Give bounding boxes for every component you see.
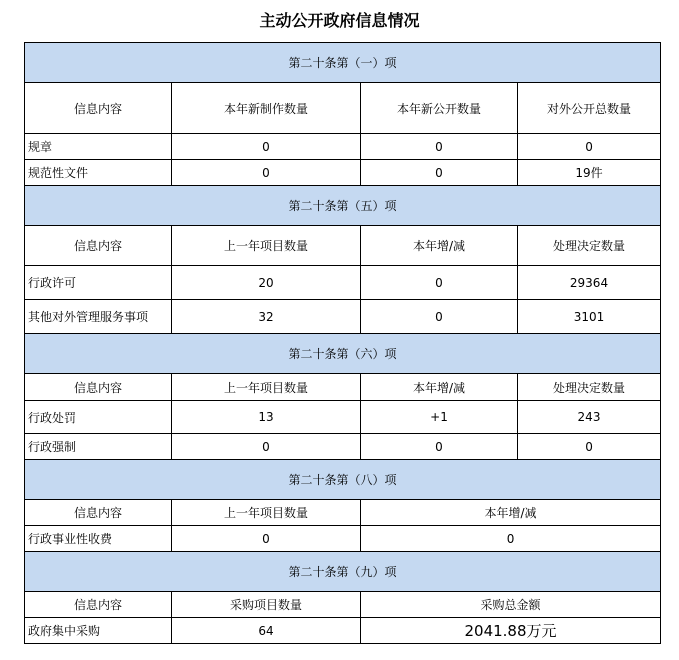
section-heading-row	[25, 186, 661, 226]
table-row	[25, 266, 661, 300]
table-cell: 0	[361, 300, 518, 334]
table-cell: 20	[172, 266, 361, 300]
header-row	[25, 592, 661, 618]
section-heading: 第二十条第（五）项	[25, 186, 661, 226]
table-row	[25, 434, 661, 460]
section-heading: 第二十条第（六）项	[25, 334, 661, 374]
column-header: 对外公开总数量	[518, 83, 661, 134]
column-header: 本年增/减	[361, 226, 518, 266]
table-row	[25, 300, 661, 334]
table-cell: 0	[172, 134, 361, 160]
table-cell: +1	[361, 401, 518, 434]
column-header: 信息内容	[25, 226, 172, 266]
table-cell: 0	[361, 266, 518, 300]
row-label: 行政处罚	[25, 401, 172, 434]
row-label: 规章	[25, 134, 172, 160]
table-cell: 0	[172, 526, 361, 552]
column-header: 本年新制作数量	[172, 83, 361, 134]
table-cell: 64	[172, 618, 361, 644]
table-cell: 0	[172, 160, 361, 186]
column-header: 本年增/减	[361, 500, 661, 526]
table-cell: 0	[172, 434, 361, 460]
column-header: 采购项目数量	[172, 592, 361, 618]
table-row	[25, 526, 661, 552]
section-heading-row	[25, 552, 661, 592]
column-header: 上一年项目数量	[172, 226, 361, 266]
header-row	[25, 500, 661, 526]
row-label: 行政许可	[25, 266, 172, 300]
table-row	[25, 401, 661, 434]
table-row	[25, 160, 661, 186]
section-heading: 第二十条第（九）项	[25, 552, 661, 592]
table-cell: 3101	[518, 300, 661, 334]
column-header: 处理决定数量	[518, 226, 661, 266]
row-label: 其他对外管理服务事项	[25, 300, 172, 334]
table-cell: 0	[518, 134, 661, 160]
row-label: 行政事业性收费	[25, 526, 172, 552]
table-cell: 13	[172, 401, 361, 434]
header-row	[25, 374, 661, 401]
table-cell: 32	[172, 300, 361, 334]
column-header: 信息内容	[25, 374, 172, 401]
table-cell: 19件	[518, 160, 661, 186]
table-cell: 243	[518, 401, 661, 434]
row-label: 政府集中采购	[25, 618, 172, 644]
section-heading: 第二十条第（一）项	[25, 43, 661, 83]
column-header: 信息内容	[25, 83, 172, 134]
column-header: 处理决定数量	[518, 374, 661, 401]
table-row	[25, 618, 661, 644]
column-header: 本年新公开数量	[361, 83, 518, 134]
column-header: 信息内容	[25, 592, 172, 618]
column-header: 上一年项目数量	[172, 374, 361, 401]
table-cell: 2041.88万元	[361, 618, 661, 644]
table-cell: 0	[361, 526, 661, 552]
section-heading-row	[25, 460, 661, 500]
header-row	[25, 83, 661, 134]
table-row	[25, 134, 661, 160]
section-heading-row	[25, 334, 661, 374]
column-header: 采购总金额	[361, 592, 661, 618]
column-header: 信息内容	[25, 500, 172, 526]
header-row	[25, 226, 661, 266]
table-cell: 29364	[518, 266, 661, 300]
column-header: 本年增/减	[361, 374, 518, 401]
table-cell: 0	[518, 434, 661, 460]
table-cell: 0	[361, 160, 518, 186]
section-heading-row	[25, 43, 661, 83]
column-header: 上一年项目数量	[172, 500, 361, 526]
page-title: 主动公开政府信息情况	[259, 11, 420, 30]
table-cell: 0	[361, 434, 518, 460]
info-table	[24, 42, 661, 644]
row-label: 规范性文件	[25, 160, 172, 186]
row-label: 行政强制	[25, 434, 172, 460]
section-heading: 第二十条第（八）项	[25, 460, 661, 500]
table-cell: 0	[361, 134, 518, 160]
